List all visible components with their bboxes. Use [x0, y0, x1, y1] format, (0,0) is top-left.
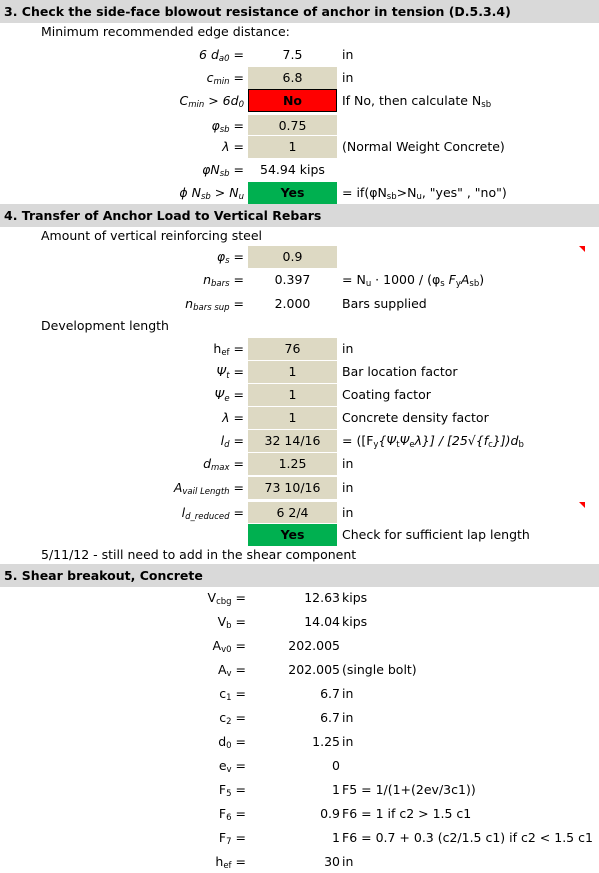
s4-r8-unit: = $([F_y\{\Psi_t\Psi_e\lambda\}] / [25√\{f_c\}])d_b$: [342, 433, 524, 450]
s4-r10-unit: in: [342, 480, 354, 495]
s4-subheading-1-row: [0, 224, 599, 247]
s4-r8-value[interactable]: 32 14/16: [264, 433, 321, 448]
s3-r5-label: λ =: [222, 139, 244, 154]
s4-r1-value[interactable]: 0.9: [282, 249, 303, 264]
s5-row: [0, 826, 599, 849]
s4-r9-unit: in: [342, 456, 354, 471]
s3-r3-label: $C_{min} > 6d_0$: [179, 93, 244, 110]
s4-r3-unit: Bars supplied: [342, 296, 427, 311]
s3-r4-value[interactable]: 0.75: [278, 118, 307, 133]
comment-flag-icon[interactable]: [579, 502, 585, 508]
s4-subheading-2: Development length: [41, 318, 169, 333]
s5-row: [0, 730, 599, 753]
s5-label: $A_{v0}$ =: [212, 638, 246, 655]
s5-row: [0, 682, 599, 705]
s4-row-hef: [0, 337, 599, 360]
s4-r3-label: $n_{bars sup}$ =: [185, 296, 244, 313]
s4-row-psi-e: [0, 383, 599, 406]
s4-r7-label: λ =: [222, 410, 244, 425]
s5-unit: F6 = 1 if c2 > 1.5 c1: [342, 806, 472, 821]
s3-r2-value[interactable]: 6.8: [282, 70, 303, 85]
s5-value[interactable]: 12.63: [304, 590, 340, 605]
s4-r2-label: $n_{bars}$ =: [203, 272, 244, 289]
s4-r12-value[interactable]: Yes: [280, 527, 305, 542]
s5-value[interactable]: 202.005: [288, 662, 340, 677]
s5-label: $c_2$ =: [219, 710, 246, 727]
s5-value[interactable]: 1: [332, 830, 340, 845]
s4-row-lambda: [0, 406, 599, 429]
s5-value[interactable]: 202.005: [288, 638, 340, 653]
s3-subheading-row: [0, 20, 599, 43]
s4-subheading-2-row: [0, 314, 599, 337]
s3-row-phinsb: [0, 158, 599, 181]
s5-value[interactable]: 0: [332, 758, 340, 773]
s3-r2-unit: in: [342, 70, 354, 85]
s3-r5-unit: (Normal Weight Concrete): [342, 139, 505, 154]
section-5-title: 5. Shear breakout, Concrete: [4, 568, 203, 583]
s3-row-check: [0, 181, 599, 204]
s3-r3-unit: If No, then calculate $N_{sb}$: [342, 93, 492, 110]
s4-row-avail: [0, 476, 599, 499]
s5-label: $F_6$ =: [218, 806, 246, 823]
s5-unit: in: [342, 734, 354, 749]
s5-unit: F5 = 1/(1+(2ev/3c1)): [342, 782, 476, 797]
s3-r7-unit: = $if(\varphi N_{sb}>N_u$, "yes" , "no"): [342, 185, 507, 202]
s5-label: $A_v$ =: [217, 662, 246, 679]
section-3-title: 3. Check the side-face blowout resistance of anchor in tension (D.5.3.4): [4, 4, 511, 19]
s3-row-cmin: [0, 66, 599, 89]
s4-row-phi-s: [0, 245, 599, 268]
s4-row-nbars: [0, 268, 599, 291]
s4-r5-unit: Bar location factor: [342, 364, 458, 379]
s4-r11-label: $l_{d\_reduced}$ =: [181, 505, 244, 522]
section-5-header: [0, 564, 599, 587]
s3-r7-label: ϕ $N_{sb} > N_u$: [179, 185, 244, 202]
s4-r2-value[interactable]: 0.397: [274, 272, 311, 287]
s3-r1-label: 6 $d_{a0}$ =: [199, 47, 244, 64]
s4-note-row: [0, 543, 599, 566]
comment-flag-icon[interactable]: [579, 246, 585, 252]
s5-unit: kips: [342, 590, 368, 605]
s4-subheading-1: Amount of vertical reinforcing steel: [41, 228, 263, 243]
s5-unit: in: [342, 710, 354, 725]
s5-unit: kips: [342, 614, 368, 629]
s5-value[interactable]: 1.25: [312, 734, 340, 749]
s5-label: $F_7$ =: [218, 830, 246, 847]
s4-r7-unit: Concrete density factor: [342, 410, 489, 425]
s4-row-ld-reduced: [0, 501, 599, 524]
s4-r6-value[interactable]: 1: [288, 387, 297, 402]
s3-r2-label: $c_{min}$ =: [206, 70, 244, 87]
s5-value[interactable]: 0.9: [320, 806, 340, 821]
s5-row: [0, 610, 599, 633]
s5-label: $F_5$ =: [218, 782, 246, 799]
s5-row: [0, 586, 599, 609]
section-4-title: 4. Transfer of Anchor Load to Vertical Rebars: [4, 208, 322, 223]
s5-label: $h_{ef}$ =: [215, 854, 246, 871]
s4-r3-value[interactable]: 2.000: [274, 296, 311, 311]
s5-label: $V_{cbg}$ =: [207, 590, 246, 607]
s3-row-6da0: [0, 43, 599, 66]
s3-row-phi-sb: [0, 114, 599, 137]
s5-unit: (single bolt): [342, 662, 417, 677]
s4-r2-unit: = $N_u \cdot 1000 / (\varphi_s$ $F_yA_{sb}$): [342, 272, 485, 289]
s5-row: [0, 778, 599, 801]
s3-r4-label: $\varphi_{sb}$ =: [211, 118, 244, 135]
s5-row: [0, 802, 599, 825]
s4-row-dmax: [0, 452, 599, 475]
s3-row-lambda: [0, 135, 599, 158]
s4-r12-unit: Check for sufficient lap length: [342, 527, 530, 542]
s5-row: [0, 634, 599, 657]
s5-row: [0, 754, 599, 777]
s4-row-nbars-sup: [0, 292, 599, 315]
s5-unit: F6 = 0.7 + 0.3 (c2/1.5 c1) if c2 < 1.5 c1: [342, 830, 593, 845]
s5-label: $c_1$ =: [219, 686, 246, 703]
s4-r6-unit: Coating factor: [342, 387, 431, 402]
s4-row-psi-t: [0, 360, 599, 383]
s4-r7-value[interactable]: 1: [288, 410, 297, 425]
s5-label: $e_v$ =: [218, 758, 246, 775]
s5-value[interactable]: 6.7: [320, 710, 340, 725]
s4-r1-label: $\varphi_s$ =: [216, 249, 244, 266]
s4-r8-label: $l_d$ =: [220, 433, 244, 450]
s3-subheading: Minimum recommended edge distance:: [41, 24, 290, 39]
s3-r3-value[interactable]: No: [282, 93, 303, 108]
s5-unit: in: [342, 854, 354, 869]
s5-row: [0, 850, 599, 873]
s3-r1-value[interactable]: 7.5: [282, 47, 303, 62]
s4-r4-value[interactable]: 76: [284, 341, 301, 356]
s5-value[interactable]: 30: [324, 854, 340, 869]
s3-r5-value[interactable]: 1: [288, 139, 297, 154]
s4-r9-value[interactable]: 1.25: [278, 456, 307, 471]
s4-r10-label: $A_{vail Length}$ =: [173, 480, 244, 497]
s5-value[interactable]: 6.7: [320, 686, 340, 701]
s5-unit: in: [342, 686, 354, 701]
s4-r4-unit: in: [342, 341, 354, 356]
s4-r11-unit: in: [342, 505, 354, 520]
s4-r11-value[interactable]: 6 2/4: [276, 505, 309, 520]
s4-r4-label: $h_{ef}$ =: [213, 341, 244, 358]
s5-label: $d_0$ =: [218, 734, 246, 751]
s4-r5-value[interactable]: 1: [288, 364, 297, 379]
s5-row: [0, 706, 599, 729]
s5-value[interactable]: 1: [332, 782, 340, 797]
s4-row-ld: [0, 429, 599, 452]
s3-row-cmin-check: [0, 89, 599, 112]
s4-r10-value[interactable]: 73 10/16: [264, 480, 321, 495]
s3-r7-value[interactable]: Yes: [280, 185, 305, 200]
s3-r6-value[interactable]: 54.94 kips: [260, 162, 325, 177]
s3-r6-label: $\varphi N_{sb}$ =: [202, 162, 244, 179]
s5-row: [0, 658, 599, 681]
s4-r9-label: $d_{max}$ =: [203, 456, 244, 473]
s5-label: $V_b$ =: [217, 614, 246, 631]
s3-r1-unit: in: [342, 47, 354, 62]
s5-value[interactable]: 14.04: [304, 614, 340, 629]
s4-note: 5/11/12 - still need to add in the shear component: [41, 547, 357, 562]
s4-r5-label: $\Psi_t$ =: [216, 364, 244, 381]
s4-r6-label: $\Psi_e$ =: [214, 387, 244, 404]
